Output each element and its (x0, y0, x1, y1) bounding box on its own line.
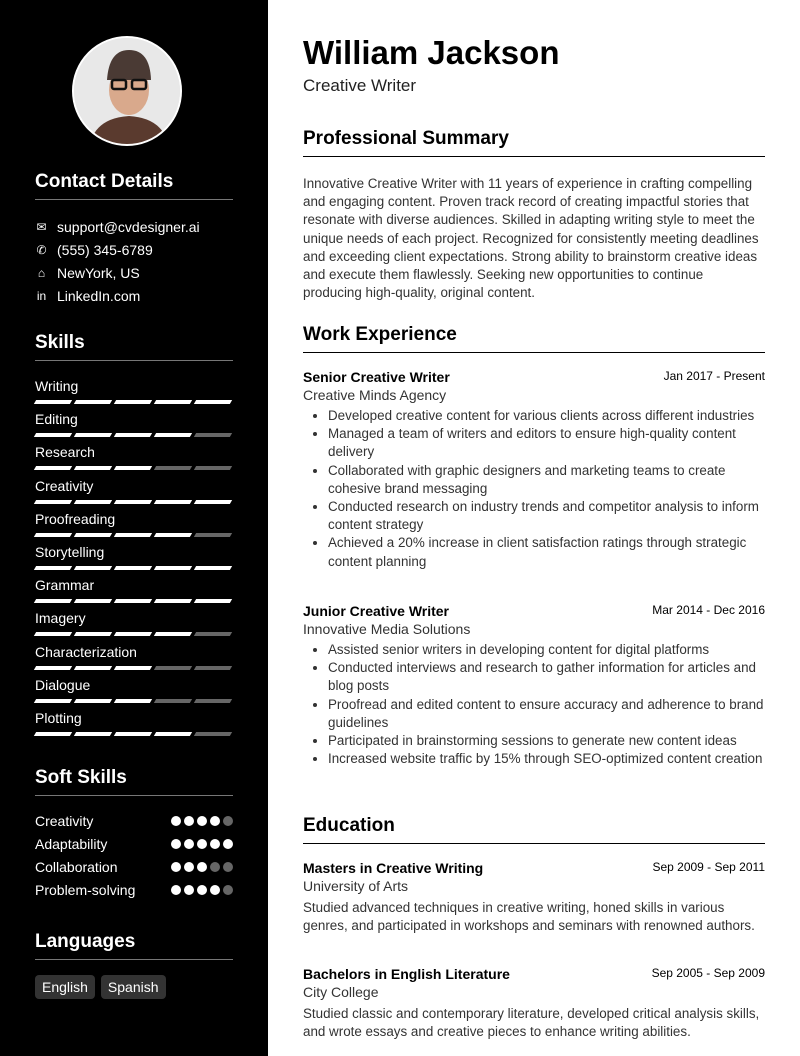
contact-heading: Contact Details (35, 171, 233, 200)
skill-bar-segment (154, 732, 192, 736)
job-entry (303, 603, 765, 768)
skill-bar-segment (194, 533, 232, 537)
skill-bar-segment (34, 632, 72, 636)
job-entry (303, 369, 765, 571)
skill-bar-segment (74, 599, 112, 603)
skill-item: Proofreading (35, 511, 233, 537)
skill-level-bar (35, 599, 233, 603)
summary-section (303, 128, 765, 302)
education-entry (303, 966, 765, 1041)
job-bullet: • Proofread and edited content to ensure accuracy and adherence to brand guidelines (328, 696, 765, 732)
candidate-title: Creative Writer (303, 76, 417, 95)
skill-bar-segment (34, 433, 72, 437)
skill-level-bar (35, 400, 233, 404)
education-description: Studied advanced techniques in creative writing, honed skills in various genres, and participated in workshops and seminars with renowned authors. (303, 900, 755, 934)
skill-level-bar (35, 533, 233, 537)
job-company: Creative Minds Agency (303, 387, 447, 403)
skill-item: Plotting (35, 710, 233, 736)
home-icon: ⌂ (37, 266, 46, 280)
linkedin-icon: in (36, 289, 47, 303)
summary-heading: Professional Summary (303, 128, 765, 157)
skill-bar-segment (114, 666, 152, 670)
skill-bar-segment (74, 400, 112, 404)
skill-bar-segment (194, 566, 232, 570)
skill-bar-segment (154, 699, 192, 703)
rating-dot (210, 885, 220, 895)
contact-item[interactable]: ✆ (555) 345-6789 (36, 242, 153, 258)
education-dates: Sep 2009 - Sep 2011 (652, 860, 765, 874)
skill-bar-segment (34, 400, 72, 404)
skill-bar-segment (194, 500, 232, 504)
sidebar (0, 0, 268, 1056)
skill-bar-segment (74, 533, 112, 537)
education-entry (303, 860, 765, 935)
rating-dot (184, 885, 194, 895)
school: University of Arts (303, 878, 409, 894)
job-dates: Jan 2017 - Present (663, 369, 765, 383)
skill-bar-segment (34, 666, 72, 670)
school: City College (303, 984, 379, 1000)
skill-bar-segment (34, 466, 72, 470)
job-bullet: • Achieved a 20% increase in client satisfaction ratings through strategic content planning (328, 534, 765, 570)
rating-dot (171, 839, 181, 849)
job-bullet: • Conducted interviews and research to gather information for articles and blog posts (328, 659, 765, 695)
skill-bar-segment (194, 433, 232, 437)
skill-bar-segment (114, 699, 152, 703)
skill-bar-segment (154, 632, 192, 636)
skills-heading: Skills (35, 332, 233, 361)
skill-bar-segment (74, 466, 112, 470)
skill-bar-segment (194, 599, 232, 603)
skill-bar-segment (74, 500, 112, 504)
job-bullet: • Collaborated with graphic designers and marketing teams to create cohesive brand messaging (328, 462, 765, 498)
skill-level-bar (35, 699, 233, 703)
skill-bar-segment (114, 500, 152, 504)
rating-dot (223, 862, 233, 872)
rating-dot (171, 862, 181, 872)
rating-dot (210, 839, 220, 849)
skill-level-bar (35, 500, 233, 504)
soft-skill-item: Creativity (35, 813, 233, 829)
skill-bar-segment (114, 533, 152, 537)
skill-bar-segment (154, 433, 192, 437)
rating-dot (210, 816, 220, 826)
skill-bar-segment (194, 400, 232, 404)
skill-bar-segment (114, 632, 152, 636)
job-bullet: • Increased website traffic by 15% through SEO-optimized content creation (328, 750, 765, 768)
rating-dot (223, 885, 233, 895)
skill-bar-segment (114, 732, 152, 736)
skill-bar-segment (34, 732, 72, 736)
job-dates: Mar 2014 - Dec 2016 (652, 603, 765, 617)
rating-dot (184, 862, 194, 872)
candidate-name: William Jackson (303, 34, 560, 71)
skill-bar-segment (154, 599, 192, 603)
job-bullet: • Assisted senior writers in developing content for digital platforms (328, 641, 765, 659)
soft-skills-heading: Soft Skills (35, 767, 233, 796)
skill-bar-segment (154, 666, 192, 670)
language-tag: Spanish (101, 975, 166, 999)
degree: Bachelors in English Literature (303, 966, 510, 982)
rating-dot (184, 816, 194, 826)
skill-bar-segment (74, 699, 112, 703)
profile-photo (72, 36, 182, 146)
degree: Masters in Creative Writing (303, 860, 484, 876)
phone-icon: ✆ (36, 243, 47, 257)
skill-level-bar (35, 666, 233, 670)
job-bullet: • Managed a team of writers and editors to ensure high-quality content delivery (328, 425, 765, 461)
soft-skill-rating (171, 859, 233, 875)
skill-item: Editing (35, 411, 233, 437)
rating-dot (210, 862, 220, 872)
job-bullet: • Participated in brainstorming sessions to generate new content ideas (328, 732, 765, 750)
soft-skill-rating (171, 836, 233, 852)
soft-skill-item: Problem-solving (35, 882, 233, 898)
skill-level-bar (35, 732, 233, 736)
skill-bar-segment (154, 400, 192, 404)
skill-bar-segment (114, 433, 152, 437)
skill-item: Storytelling (35, 544, 233, 570)
job-bullet: • Conducted research on industry trends and competitor analysis to inform content strategy (328, 498, 765, 534)
skill-bar-segment (34, 500, 72, 504)
rating-dot (197, 862, 207, 872)
job-role: Senior Creative Writer (303, 369, 450, 385)
skill-level-bar (35, 466, 233, 470)
skill-bar-segment (74, 632, 112, 636)
skill-bar-segment (34, 699, 72, 703)
skill-item: Characterization (35, 644, 233, 670)
rating-dot (223, 816, 233, 826)
skill-bar-segment (194, 666, 232, 670)
skill-bar-segment (154, 533, 192, 537)
skill-bar-segment (194, 699, 232, 703)
skill-level-bar (35, 433, 233, 437)
soft-skill-rating (171, 882, 233, 898)
job-role: Junior Creative Writer (303, 603, 450, 619)
skill-bar-segment (74, 566, 112, 570)
skill-item: Grammar (35, 577, 233, 603)
skill-bar-segment (114, 466, 152, 470)
rating-dot (197, 839, 207, 849)
skill-bar-segment (114, 400, 152, 404)
contact-item[interactable]: ✉ support@cvdesigner.ai (36, 219, 200, 235)
experience-heading: Work Experience (303, 324, 765, 353)
education-dates: Sep 2005 - Sep 2009 (651, 966, 765, 980)
skill-item: Creativity (35, 478, 233, 504)
skill-bar-segment (114, 599, 152, 603)
education-heading: Education (303, 815, 765, 844)
education-description: Studied classic and contemporary literature, developed critical analysis skills, and wrote essays and creative pieces to enhance writing abilities. (303, 1006, 760, 1040)
job-company: Innovative Media Solutions (303, 621, 471, 637)
contact-item[interactable]: in LinkedIn.com (36, 288, 141, 304)
skill-item: Writing (35, 378, 233, 404)
skill-bar-segment (34, 533, 72, 537)
skill-bar-segment (194, 632, 232, 636)
soft-skill-rating (171, 813, 233, 829)
rating-dot (223, 839, 233, 849)
skill-level-bar (35, 566, 233, 570)
rating-dot (197, 816, 207, 826)
rating-dot (197, 885, 207, 895)
languages-heading: Languages (35, 931, 233, 960)
skill-bar-segment (34, 599, 72, 603)
contact-item[interactable]: ⌂ NewYork, US (35, 265, 140, 281)
soft-skill-item: Adaptability (35, 836, 233, 852)
soft-skill-item: Collaboration (35, 859, 233, 875)
skill-bar-segment (154, 566, 192, 570)
skill-item: Dialogue (35, 677, 233, 703)
skill-bar-segment (114, 566, 152, 570)
rating-dot (184, 839, 194, 849)
skill-item: Research (35, 444, 233, 470)
envelope-icon: ✉ (36, 220, 47, 234)
job-bullet: • Developed creative content for various clients across different industries (328, 407, 765, 425)
skill-bar-segment (194, 732, 232, 736)
skill-bar-segment (34, 566, 72, 570)
skill-bar-segment (154, 500, 192, 504)
skill-item: Imagery (35, 610, 233, 636)
skill-level-bar (35, 632, 233, 636)
skill-bar-segment (74, 433, 112, 437)
skill-bar-segment (74, 732, 112, 736)
rating-dot (171, 816, 181, 826)
language-tag: English (35, 975, 95, 999)
skill-bar-segment (194, 466, 232, 470)
skill-bar-segment (74, 666, 112, 670)
rating-dot (171, 885, 181, 895)
skill-bar-segment (154, 466, 192, 470)
summary-text: Innovative Creative Writer with 11 years of experience in crafting compelling and engaging content. Proven track record of creating impactful stories that resonate with diverse audiences. Skilled in adapting writing style to meet the unique needs of each project. Recognized for consistently meeting deadlines and exceeding client expectations. Strong ability to brainstorm creative ideas and execute them flawlessly. Seeking new opportunities to continue producing high-quality, original content. (303, 176, 759, 301)
